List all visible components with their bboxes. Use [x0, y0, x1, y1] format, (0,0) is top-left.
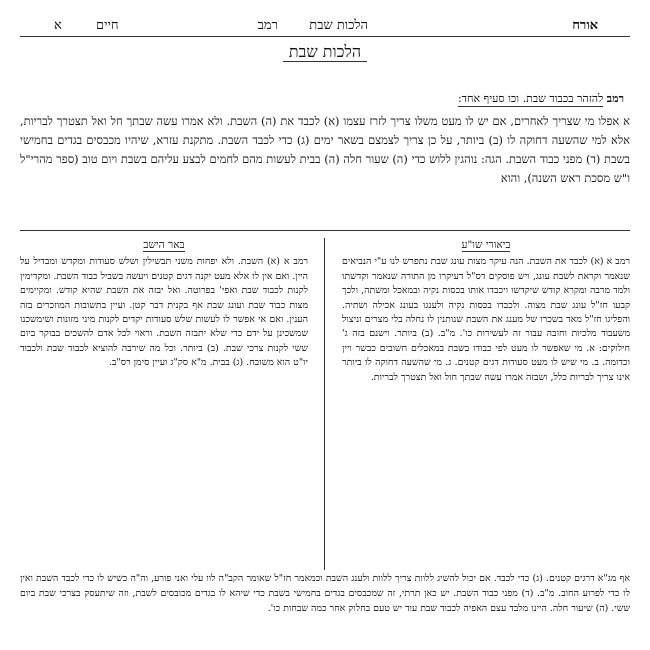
section-divider	[20, 230, 630, 231]
siman-heading-text: להזהר בכבוד שבת. וכו סעיף אחד:	[457, 92, 604, 105]
page	[20, 14, 630, 636]
commentary-right-text: רמב א (א) לכבד את השבת. הנה עיקר מצות עונג שבת נתפרש לנו ע"י הנביאים שנאמר וקראת לשבת עונג, ויש פוסקים דס"ל דעיקרו מן התורה שנאמר וקדשתו ולמד מרבה ומקרא קודש שיקדשו ויכבדו אותו בכסות נקיה ובמאכל ומשתה, ולכך קבעו חז"ל עונג שבת מצוה. ולכבדו בכסות נקיה ולענגו בעונג אכילה ושתיה. והפליגו חז"ל מאד בשכרו של מענג את השבת שנותנין לו נחלה בלי מצרים וניצול משעבוד מלכיות וחובה עבור זה לעשירות כו'. מ"ב. (ב) ביותר. וישנם בזה ג' חילוקים: א. מי שאפשר לו מעט לפי כבודו בשבת במאכלים חשובים כבשר ויין וכדומה. ב. מי שיש לו מעט סעודות דגים קטנים. ג. מי שהשעה דחוקה לו ביותר אינו צריך לבריות כלל, ושבזה אמרו עשה שבתך חול ואל תצטרך לבריות.	[342, 256, 630, 383]
column-divider	[324, 238, 325, 570]
main-text-block	[20, 112, 630, 188]
siman-heading	[458, 92, 624, 105]
commentary-right-heading: ביאורי שו"ע	[461, 239, 511, 251]
commentary-left-text: רמב א (א) השבת. ולא יפחות משני תבשילין ושלש סעודות ומקדש ומבדיל על היין. ואם אין לו אלא מעט יקנה דגים קטנים ויעשה בשביל כבוד השבת. ומקדימין לקנות לכבוד שבת ואפי' בפרוטה. ואל יבזה את השבת שהיא קודש. ומקיימים מצות כבוד שבת ועונג שבת אף בקנית דבר קטן. ועיין בתשובות המוזכרים בזה הענין. ואם אי אפשר לו לעשות שלש סעודות יקדים לקנות מיני מזונות ושימשכנו שמשכינן על ידם כדי שלא יתבזה השבת. וראוי לכל אדם להשכים בבוקר ביום ששי לקנות צרכי שבת. (ב) ביותר. וכל מה שירבה להוציא לכבוד שבת ולכבוד יו"ט הוא משובח. (ג) בבית. מ"א סק"ג ועיין סימן רס"ב.	[20, 256, 308, 369]
header-page-letter: א	[54, 18, 62, 33]
header-book-title: אורח	[572, 18, 598, 33]
running-header	[20, 14, 630, 37]
header-book-title-2: חיים	[96, 18, 119, 33]
main-text: א אפלו מי שצריך לאחרים, אם יש לו מעט משלו צריך לזרז עצמו (א) לכבד את (ה) השבת. ולא אמרו עשה שבתך חל ואל תצטרך לבריות, אלא למי שהשעה דחוקה לו (ב) ביותר, על כן צריך לצמצם בשאר ימים (ג) כדי לכבד השבת. מתקנת עזרא, שיהיו מכבסים בגדים בחמישי בשבת (ד) מפני כבוד השבת. הגה: נוהגין ללוש כדי (ה) שעור חלה (ה) בבית לעשות מהם לחמים לבצע עליהם בשבת ויום טוב (ספר מהרי"ל ו"ש מסכת ראש השנה), והוא	[20, 114, 630, 185]
siman-number: רמב	[606, 92, 624, 105]
bottom-commentary-text: אף מג"א דרגים קטנים. (ג) כדי לכבד. אם יכול להשיג ללוות צריך ללוות ולענג השבת וכמאמר חז"ל שאומר הקב"ה לוו עלי ואני פורע, וה"ה כשיש לו כדי לכבד השבת ואין לו כדי לפרוע החוב. מ"ב. (ד) מפני כבוד השבת. יש כאן תרתי, זה שמכבסים בגדים בחמישי בשבת כדי שיהא לו בגדים מכובסים לשבת, וזה שיתעסק בצרכי שבת ביום ששי. (ה) שיעור חלה. היינו מלבד עצם האפיה לכבוד שבת עוד יש טעם בחלוק אחר כמה שבחות כו'.	[20, 573, 630, 614]
section-title: הלכות שבת	[20, 42, 630, 62]
header-section-title: הלכות שבת	[309, 18, 368, 33]
commentary-left-column	[20, 238, 308, 570]
bottom-commentary	[20, 572, 630, 636]
header-siman: רמב	[257, 18, 278, 33]
commentary-right-column	[342, 238, 630, 570]
commentary-left-heading: באר הישב	[143, 239, 185, 251]
